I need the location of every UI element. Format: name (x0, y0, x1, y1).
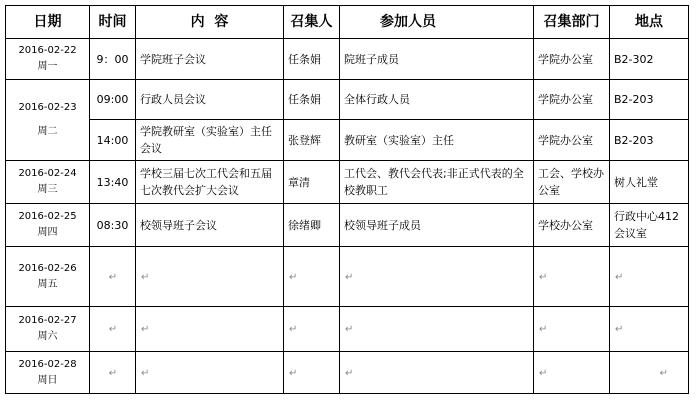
header-convener: 召集人 (284, 6, 340, 39)
table-row (6, 161, 689, 204)
content-cell: 学院班子会议 (136, 39, 284, 80)
participants-cell: 全体行政人员 (340, 80, 534, 120)
convener-cell: 任条娟 (284, 39, 340, 80)
weekday-text: 周一 (37, 61, 58, 72)
place-cell: 行政中心412会议室 (610, 204, 689, 247)
header-time: 时间 (90, 6, 136, 39)
header-place: 地点 (610, 6, 689, 39)
header-department: 召集部门 (534, 6, 610, 39)
paragraph-mark: ↵ (659, 367, 668, 379)
content-cell: 学院教研室（实验室）主任会议 (136, 120, 284, 161)
participants-cell: 院班子成员 (340, 39, 534, 80)
department-cell (534, 307, 610, 352)
place-cell: 树人礼堂 (610, 161, 689, 204)
paragraph-mark: ↵ (289, 271, 298, 283)
time-cell (90, 352, 136, 394)
date-cell (6, 247, 90, 307)
date-text: 2016-02-24 (18, 168, 77, 179)
paragraph-mark: ↵ (141, 271, 150, 283)
table-row (6, 120, 689, 161)
paragraph-mark: ↵ (141, 324, 150, 335)
date-cell (6, 204, 90, 247)
content-cell (136, 352, 284, 394)
convener-cell: 任条娟 (284, 80, 340, 120)
time-cell (90, 247, 136, 307)
date-cell (6, 39, 90, 80)
content-cell (136, 247, 284, 307)
department-cell: 工会、学校办公室 (534, 161, 610, 204)
paragraph-mark: ↵ (141, 367, 150, 379)
weekday-text: 周三 (37, 184, 58, 195)
date-text: 2016-02-25 (18, 211, 77, 222)
participants-cell: 校领导班子成员 (340, 204, 534, 247)
convener-cell (284, 352, 340, 394)
content-cell (136, 307, 284, 352)
header-row (6, 6, 689, 39)
department-cell: 学院办公室 (534, 80, 610, 120)
paragraph-mark: ↵ (539, 324, 548, 335)
convener-cell (284, 247, 340, 307)
department-cell (534, 247, 610, 307)
paragraph-mark: ↵ (289, 367, 298, 379)
date-cell (6, 307, 90, 352)
content-cell: 校领导班子会议 (136, 204, 284, 247)
place-cell: B2-203 (610, 120, 689, 161)
paragraph-mark: ↵ (539, 367, 548, 379)
paragraph-mark: ↵ (108, 367, 118, 379)
department-cell (534, 352, 610, 394)
time-cell: 09:00 (90, 80, 136, 120)
table-row (6, 39, 689, 80)
participants-cell (340, 352, 534, 394)
paragraph-mark: ↵ (539, 271, 548, 283)
content-cell: 学校三届七次工代会和五届七次教代会扩大会议 (136, 161, 284, 204)
content-cell: 行政人员会议 (136, 80, 284, 120)
place-cell (610, 247, 689, 307)
time-cell: 14:00 (90, 120, 136, 161)
paragraph-mark: ↵ (108, 271, 118, 283)
weekday-text: 周日 (37, 374, 58, 386)
paragraph-mark: ↵ (345, 367, 354, 379)
place-cell (610, 352, 689, 394)
time-cell: 08:30 (90, 204, 136, 247)
meeting-schedule-table (5, 5, 689, 394)
weekday-text: 周六 (37, 331, 58, 342)
participants-cell: 工代会、教代会代表;非正式代表的全校教职工 (340, 161, 534, 204)
time-cell: 13:40 (90, 161, 136, 204)
date-text: 2016-02-28 (18, 358, 77, 370)
table-row (6, 204, 689, 247)
date-cell (6, 352, 90, 394)
department-cell: 学院办公室 (534, 120, 610, 161)
participants-cell: 教研室（实验室）主任 (340, 120, 534, 161)
department-cell: 学院办公室 (534, 39, 610, 80)
paragraph-mark: ↵ (615, 324, 624, 335)
date-text: 2016-02-26 (18, 262, 77, 274)
date-cell (6, 161, 90, 204)
header-participants: 参加人员 (340, 6, 534, 39)
time-cell (90, 307, 136, 352)
header-content: 内 容 (136, 6, 284, 39)
participants-cell (340, 307, 534, 352)
convener-cell: 徐绪卿 (284, 204, 340, 247)
convener-cell: 张登辉 (284, 120, 340, 161)
paragraph-mark: ↵ (108, 324, 118, 335)
place-cell: B2-302 (610, 39, 689, 80)
header-date: 日期 (6, 6, 90, 39)
date-cell (6, 80, 90, 161)
paragraph-mark: ↵ (345, 271, 354, 283)
table-row (6, 80, 689, 120)
time-cell: 9：00 (90, 39, 136, 80)
paragraph-mark: ↵ (345, 324, 354, 335)
date-text: 2016-02-27 (18, 315, 77, 326)
department-cell: 学校办公室 (534, 204, 610, 247)
weekday-text: 周五 (37, 278, 58, 290)
table-row (6, 247, 689, 307)
date-text: 2016-02-23 (18, 102, 77, 113)
weekday-text: 周四 (37, 227, 58, 238)
convener-cell (284, 307, 340, 352)
paragraph-mark: ↵ (289, 324, 298, 335)
table-row (6, 352, 689, 394)
participants-cell (340, 247, 534, 307)
place-cell (610, 307, 689, 352)
weekday-text: 周二 (37, 126, 58, 137)
table-row (6, 307, 689, 352)
place-cell: B2-203 (610, 80, 689, 120)
paragraph-mark: ↵ (615, 271, 624, 283)
date-text: 2016-02-22 (18, 45, 77, 56)
convener-cell: 章清 (284, 161, 340, 204)
